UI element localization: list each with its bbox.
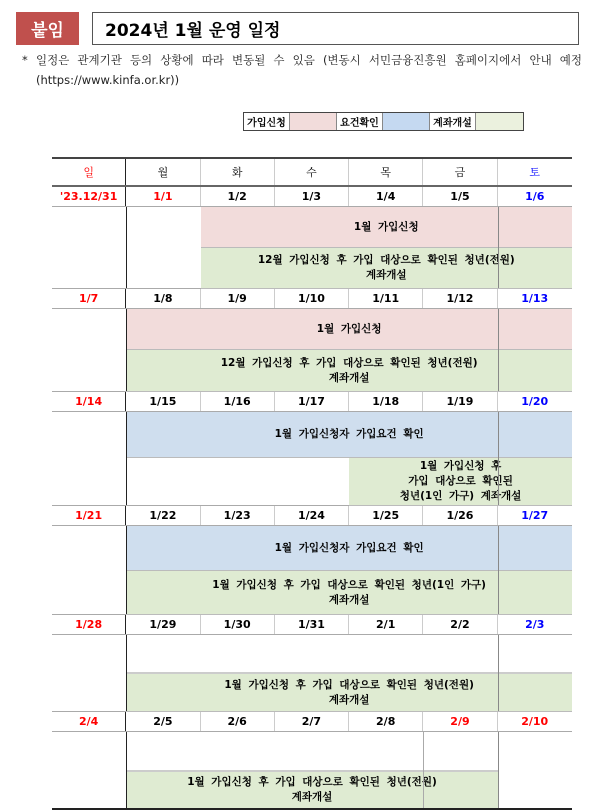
- date-row: [52, 712, 572, 732]
- date-cell: 1/20: [521, 395, 549, 408]
- divider-line: [498, 412, 499, 505]
- divider-line: [126, 309, 127, 391]
- divider-line: [498, 207, 499, 288]
- note-text: 일정은 관계기관 등의 상황에 따라 변동될 수 있음 (변동시 서민금융진흥원 홈페이지에서 안내 예정(https://www.kinfa.or.kr)): [36, 53, 582, 87]
- divider-line: [126, 526, 127, 614]
- date-cell: 1/14: [52, 392, 126, 411]
- date-cell: 1/25: [349, 506, 423, 525]
- event-open: 12월 가입신청 후 가입 대상으로 확인된 청년(전원) 계좌개설: [126, 350, 572, 392]
- date-cell: 1/29: [126, 615, 200, 634]
- weekday-cell: 일: [52, 159, 126, 185]
- date-cell: 1/2: [201, 187, 275, 206]
- event-open: 1월 가입신청 후 가입 대상으로 확인된 청년(전원) 계좌개설: [126, 672, 572, 712]
- weekday-cell: 목: [349, 159, 423, 185]
- legend-label: 요건확인: [337, 113, 383, 130]
- date-cell: 1/15: [126, 392, 200, 411]
- page-title: 2024년 1월 운영 일정: [92, 12, 579, 45]
- event-apply: 1월 가입신청: [126, 309, 572, 350]
- date-row: [52, 289, 572, 309]
- date-cell: 1/11: [349, 289, 423, 308]
- date-cell: 1/23: [201, 506, 275, 525]
- divider-line: [126, 207, 127, 288]
- event-check: 1월 가입신청자 가입요건 확인: [126, 526, 572, 571]
- date-cell: 1/1: [126, 187, 200, 206]
- date-cell: 1/27: [521, 509, 549, 522]
- legend-label: 가입신청: [244, 113, 290, 130]
- date-cell: 2/9: [423, 712, 497, 731]
- legend-swatch: [383, 113, 430, 130]
- date-cell: 2/2: [423, 615, 497, 634]
- date-cell: 1/18: [349, 392, 423, 411]
- date-cell: 2/1: [349, 615, 423, 634]
- divider-line: [126, 732, 127, 808]
- date-cell: 1/10: [275, 289, 349, 308]
- divider-line: [498, 309, 499, 391]
- date-cell: 1/16: [201, 392, 275, 411]
- event-check: 1월 가입신청자 가입요건 확인: [126, 412, 572, 458]
- legend: [243, 112, 524, 131]
- date-cell: 1/12: [423, 289, 497, 308]
- date-cell: 1/3: [275, 187, 349, 206]
- date-cell: 1/6: [525, 190, 545, 203]
- schedule-note: [22, 50, 582, 90]
- date-cell: 2/4: [52, 712, 126, 731]
- date-cell: 2/5: [126, 712, 200, 731]
- event-area: [52, 309, 572, 392]
- date-cell: 1/21: [52, 506, 126, 525]
- event-area: [52, 635, 572, 712]
- event-apply: 1월 가입신청: [201, 207, 572, 248]
- divider-line: [498, 526, 499, 614]
- event-area: [52, 412, 572, 506]
- date-cell: 1/17: [275, 392, 349, 411]
- date-cell: 2/7: [275, 712, 349, 731]
- date-cell: 2/6: [201, 712, 275, 731]
- date-cell: 1/4: [349, 187, 423, 206]
- date-cell: '23.12/31: [52, 187, 126, 206]
- weekday-cell: 토: [529, 166, 541, 179]
- legend-swatch: [290, 113, 337, 130]
- date-cell: 1/19: [423, 392, 497, 411]
- weekday-cell: 수: [275, 159, 349, 185]
- date-cell: 1/26: [423, 506, 497, 525]
- divider-line: [498, 635, 499, 711]
- divider-line: [126, 635, 127, 711]
- date-cell: 1/13: [521, 292, 549, 305]
- divider-line: [126, 412, 127, 505]
- date-cell: 2/3: [525, 618, 545, 631]
- weekday-cell: 화: [201, 159, 275, 185]
- date-cell: 1/24: [275, 506, 349, 525]
- weekday-header: [52, 159, 572, 187]
- date-cell: 1/30: [201, 615, 275, 634]
- date-cell: 2/10: [521, 715, 549, 728]
- date-cell: 1/28: [52, 615, 126, 634]
- divider-line: [498, 732, 499, 808]
- date-row: [52, 392, 572, 412]
- legend-label: 계좌개설: [430, 113, 476, 130]
- event-open: 1월 가입신청 후 가입 대상으로 확인된 청년(1인 가구) 계좌개설: [126, 571, 572, 615]
- date-cell: 1/8: [126, 289, 200, 308]
- divider-line: [423, 732, 424, 808]
- event-open: 1월 가입신청 후 가입 대상으로 확인된 청년(전원) 계좌개설: [126, 770, 497, 808]
- legend-swatch: [476, 113, 523, 130]
- note-asterisk: *: [22, 53, 28, 67]
- weekday-cell: 월: [126, 159, 200, 185]
- date-row: [52, 506, 572, 526]
- date-row: [52, 187, 572, 207]
- event-open: 1월 가입신청 후 가입 대상으로 확인된 청년(1인 가구) 계좌개설: [349, 458, 572, 506]
- date-cell: 1/22: [126, 506, 200, 525]
- attachment-badge: 붙임: [16, 12, 79, 45]
- date-cell: 1/5: [423, 187, 497, 206]
- date-cell: 2/8: [349, 712, 423, 731]
- weekday-cell: 금: [423, 159, 497, 185]
- date-row: [52, 615, 572, 635]
- date-cell: 1/31: [275, 615, 349, 634]
- event-area: [52, 526, 572, 615]
- calendar-table: [52, 157, 572, 810]
- date-cell: 1/7: [52, 289, 126, 308]
- event-area: [52, 207, 572, 289]
- date-cell: 1/9: [201, 289, 275, 308]
- event-area: [52, 732, 572, 808]
- event-open: 12월 가입신청 후 가입 대상으로 확인된 청년(전원) 계좌개설: [201, 248, 572, 289]
